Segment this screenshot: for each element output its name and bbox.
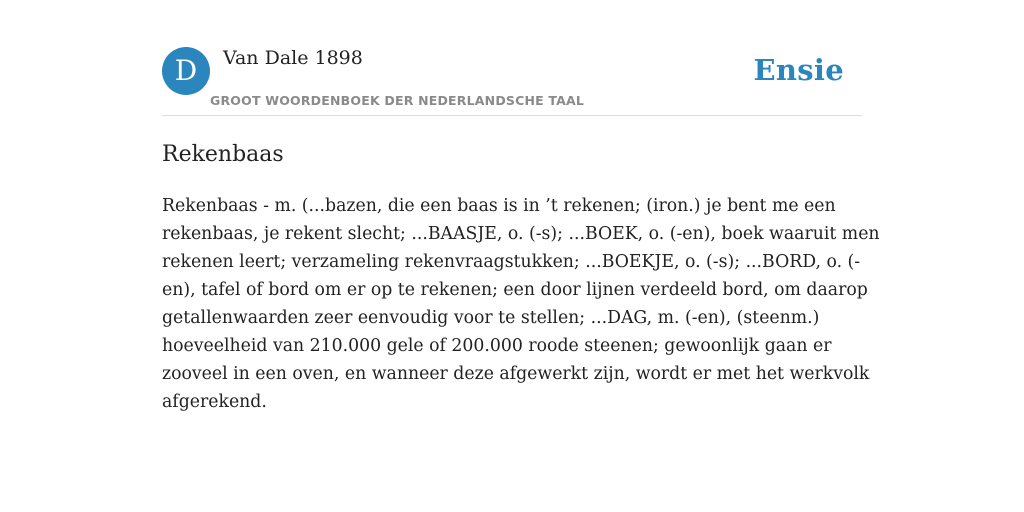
- definition-line: rekenbaas, je rekent slecht; ...BAASJE, o. (-s); ...BOEK, o. (-en), boek waaruit men: [162, 224, 880, 244]
- definition-line: Rekenbaas - m. (...bazen, die een baas is in ’t rekenen; (iron.) je bent me een: [162, 196, 836, 216]
- definition-line: afgerekend.: [162, 392, 267, 412]
- source-subtitle: GROOT WOORDENBOEK DER NEDERLANDSCHE TAAL: [210, 93, 585, 108]
- source-header: [162, 46, 862, 116]
- source-title-link[interactable]: Van Dale 1898: [223, 47, 363, 69]
- source-avatar: D: [162, 47, 210, 95]
- definition-line: en), tafel of bord om er op te rekenen; een door lijnen verdeeld bord, om daarop: [162, 280, 868, 300]
- definition-line: rekenen leert; verzameling rekenvraagstukken; ...BOEKJE, o. (-s); ...BORD, o. (-: [162, 252, 861, 272]
- entry-definition: [162, 192, 880, 416]
- definition-line: zooveel in een oven, en wanneer deze afgewerkt zijn, wordt er met het werkvolk: [162, 364, 870, 384]
- definition-line: getallenwaarden zeer eenvoudig voor te stellen; ...DAG, m. (-en), (steenm.): [162, 308, 820, 328]
- ensie-logo-link[interactable]: Ensie: [753, 53, 844, 87]
- entry-headword: Rekenbaas: [162, 142, 284, 167]
- definition-line: hoeveelheid van 210.000 gele of 200.000 roode steenen; gewoonlijk gaan er: [162, 336, 832, 356]
